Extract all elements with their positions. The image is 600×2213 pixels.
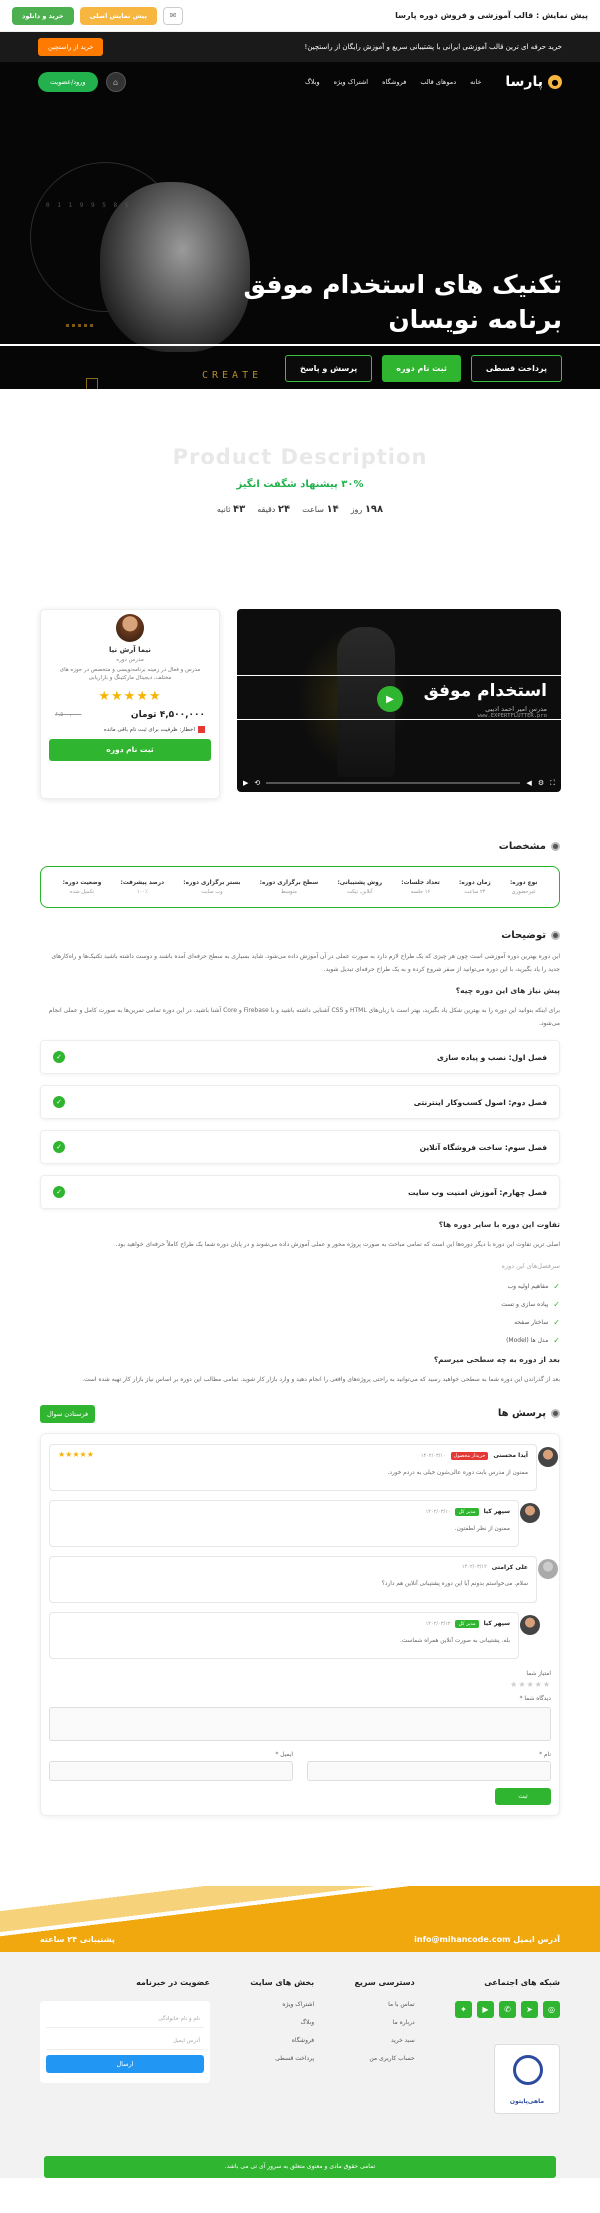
spec-item: روش پشتیبانی: آنلاین، تیکت [337, 879, 383, 895]
newsletter-name-input[interactable]: نام و نام خانوادگی [46, 2011, 204, 2028]
specs-box [40, 866, 560, 908]
price: ۴,۵۰۰,۰۰۰ تومان [130, 709, 205, 720]
newsletter-email-input[interactable]: آدرس ایمیل [46, 2033, 204, 2050]
play-control-icon[interactable]: ▶ [243, 779, 249, 787]
chapter-item[interactable]: فصل اول: نصب و پیاده سازی ✓ [40, 1040, 560, 1074]
teacher-role: مدرس دوره [116, 657, 144, 663]
nav-item-home[interactable]: خانه [470, 78, 482, 86]
footer-support: پشتیبانی ۲۴ ساعته [40, 1934, 115, 1944]
reply-item: سپهر کیا مدیر کل ۱۴۰۲/۰۳/۱۰ ممنون از نظر لطفتون. [49, 1500, 519, 1547]
list-item: ✓ پیاده سازی و تست [501, 1299, 560, 1309]
spec-item: بستر برگزاری دوره: وب سایت [183, 879, 241, 895]
topics-list [40, 1282, 560, 1345]
cart-icon[interactable]: ⌂ [106, 72, 126, 92]
chapter-item[interactable]: فصل چهارم: آموزش امنیت وب سایت ✓ [40, 1175, 560, 1209]
telegram-icon[interactable]: ➤ [521, 2001, 538, 2018]
announcement-text: خرید حرفه ای ترین قالب آموزشی ایرانی با پشتیبانی سریع و آموزش رایگان از راستچین! [304, 43, 562, 51]
topics-heading: سرفصل‌های این دوره [501, 1261, 560, 1270]
footer [0, 1952, 600, 2178]
newsletter: عضویت در خبرنامه نام و نام خانوادگی آدرس ایمیل ارسال [40, 1978, 210, 2152]
nav-item-shop[interactable]: فروشگاه [382, 78, 407, 86]
submit-comment-button[interactable]: ثبت [495, 1788, 551, 1805]
footer-quick-links: دسترسی سریع تماس با ما درباره ما سبد خرید حساب کاربری من [354, 1977, 415, 2062]
rating-label: امتیاز شما [526, 1670, 551, 1677]
installment-button[interactable]: پرداخت قسطی [471, 355, 562, 382]
rating-stars: ★★★★★ [98, 688, 162, 704]
spec-item: زمان دوره: ۲۴ ساعت [459, 879, 491, 895]
check-icon: ✓ [53, 1141, 65, 1153]
teacher-bio: مدرس و فعال در زمینه برنامه‌نویسی و متخصص در حوزه های مختلف، دیجیتال مارکتینگ و بازاریابی [59, 667, 201, 682]
video-title: استخدام موفق [423, 681, 547, 701]
teacher-card [40, 609, 220, 799]
countdown-days: ۱۹۸ روز [350, 504, 384, 515]
comment-textarea[interactable] [49, 1707, 551, 1741]
check-icon: ✓ [553, 1317, 560, 1327]
nav-item-demos[interactable]: دموهای قالب [420, 78, 457, 86]
description-paragraph: این دوره بهترین دوره آموزشی است چون هر چیزی که یک طراح لازم دارد به صورت عملی در آن آموزش داده می‌شود. شاید بسیاری به سطح حرفه‌ای آمده باشند و دوست داشته باشید تکنیک‌ها و راه‌کارهای جدید را یاد بگیرید، با این دوره می‌توانید از صفر شروع کرده و به یک طراح حرفه‌ای تبدیل شوید. [51, 953, 560, 973]
video-subtitle: مدرس امیر احمد ادیبی [485, 705, 547, 713]
qa-title: پرسش ها [497, 1408, 546, 1420]
footer-banner [0, 1886, 600, 1952]
play-icon[interactable]: ▶ [377, 686, 403, 712]
main-nav [0, 62, 600, 102]
check-icon: ✓ [553, 1299, 560, 1309]
qa-box [40, 1433, 560, 1816]
nav-item-blog[interactable]: وبلاگ [304, 78, 320, 86]
main-preview-button[interactable]: پیش نمایش اصلی [80, 7, 157, 25]
qa-header [40, 1405, 560, 1423]
preview-title: پیش نمایش : قالب آموزشی و فروش دوره پارسا [395, 11, 588, 20]
difference-paragraph: اصلی ترین تفاوت این دوره با دیگر دوره‌ها این است که تمامی مباحث به صورت پروژه محور و عملی آموزش داده می‌شوند و در پایان دوره شما یک طراح کاملاً حرفه‌ای خواهید بود. [115, 1241, 560, 1249]
list-item: ✓ مدل ها (Model) [506, 1335, 560, 1345]
newsletter-send-button[interactable]: ارسال [46, 2055, 204, 2073]
brand-logo[interactable] [505, 74, 562, 90]
settings-icon[interactable]: ⚙ [537, 779, 545, 787]
footer-link[interactable]: حساب کاربری من [369, 2054, 415, 2062]
video-url: www.EXPERTFLUTTER.pro [477, 713, 547, 719]
instagram-icon[interactable]: ◎ [543, 2001, 560, 2018]
spec-item: نوع دوره: غیرحضوری [509, 879, 538, 895]
footer-social [455, 1978, 560, 2152]
chapter-item[interactable]: فصل سوم: ساخت فروشگاه آنلاین ✓ [40, 1130, 560, 1164]
hero-code-text: $ 8 5 9 9 1 1 0 [46, 202, 131, 209]
copyright-bar: تمامی حقوق مادی و معنوی متعلق به سرور آی تی می باشد. [44, 2156, 556, 2178]
course-title: تکنیک های استخدام موفق برنامه نویسان [243, 270, 562, 334]
twitter-icon[interactable]: ✦ [455, 2001, 472, 2018]
hero-divider [0, 344, 600, 346]
buy-rtl-button[interactable]: خرید از راستچین [38, 38, 103, 56]
specs-title: مشخصات [498, 841, 546, 852]
capacity-note: اخطار: ظرفیت برای ثبت نام باقی مانده [41, 726, 219, 733]
footer-link[interactable]: درباره ما [392, 2018, 415, 2026]
login-register-button[interactable]: ورود/عضویت [38, 72, 98, 92]
status-badge: خریدار محصول [451, 1452, 489, 1460]
register-course-button[interactable]: ثبت نام دوره [382, 355, 461, 382]
footer-email[interactable]: آدرس ایمیل info@mihancode.com [414, 1934, 560, 1944]
spec-item: وضعیت دوره: تکمیل شده [62, 879, 102, 895]
rating-stars: ★★★★★ [58, 1449, 94, 1459]
chapter-item[interactable]: فصل دوم: اصول کسب‌وکار اینترنتی ✓ [40, 1085, 560, 1119]
announcement-bar [0, 32, 600, 62]
footer-site-sections: بخش های سایت اشتراک ویژه وبلاگ فروشگاه پرداخت قسطی [250, 1977, 315, 2062]
avatar [116, 614, 144, 642]
chapters-accordion [40, 1040, 560, 1209]
name-input[interactable] [307, 1761, 551, 1781]
avatar [538, 1559, 558, 1579]
status-badge: مدیر کل [455, 1508, 478, 1516]
comment-item: علی کرامتی ۱۴۰۲/۰۳/۱۲ سلام. می‌خواستم بدونم آیا این دوره پشتیبانی آنلاین هم دارد؟ [49, 1556, 537, 1603]
name-label: نام * [539, 1751, 551, 1758]
spec-item: تعداد جلسات: ۱۶ جلسه [401, 879, 440, 895]
footer-link[interactable]: تماس با ما [388, 2000, 415, 2008]
specs-section [0, 841, 600, 908]
hud-square [86, 378, 98, 389]
comment-form [49, 1671, 551, 1805]
course-video[interactable] [237, 609, 561, 792]
reply-item: سپهر کیا مدیر کل ۱۴۰۲/۰۳/۱۲ بله. پشتیبانی به صورت آنلاین همراه شماست. [49, 1612, 519, 1659]
check-icon: ✓ [553, 1281, 560, 1291]
footer-link[interactable]: فروشگاه [291, 2036, 315, 2044]
prereq-paragraph: برای اینکه بتوانید این دوره را به بهترین شکل یاد بگیرید، بهتر است با زبان‌های HTML و CSS آشنایی داشته باشید و با Firebase و Core آشنا باشید. در این دوره تمامی تمرین‌ها به صورت کامل و عملی انجام می‌شود. [48, 1007, 560, 1027]
ghost-heading: Product Description [172, 445, 428, 469]
progress-bar[interactable] [266, 782, 520, 784]
social-title: شبکه های اجتماعی [484, 1977, 560, 1987]
warning-icon [198, 726, 205, 733]
after-heading: بعد از دوره به چه سطحی میرسم؟ [433, 1354, 560, 1364]
hero-create-text: CREATE [202, 370, 263, 381]
logo-icon: ● [548, 75, 562, 89]
status-badge: مدیر کل [455, 1620, 478, 1628]
spec-item: درصد پیشرفت: ۱۰۰٪ [120, 879, 165, 895]
whatsapp-icon[interactable]: ✆ [499, 2001, 516, 2018]
ask-question-button[interactable]: فرستادن سوال [40, 1405, 95, 1423]
video-controls [237, 774, 561, 792]
footer-link[interactable]: سبد خرید [390, 2036, 415, 2044]
comment-icon[interactable]: ✉ [163, 7, 183, 25]
trust-badge[interactable]: ماهی‌پایتون [494, 2044, 560, 2114]
price-row [41, 710, 219, 720]
old-price: ۶,۵۰۰,۰۰۰ [55, 711, 82, 718]
email-input[interactable] [49, 1761, 293, 1781]
description-section [0, 930, 600, 1816]
volume-icon[interactable]: ◀ [526, 779, 532, 787]
rewind-icon[interactable]: ⟲ [254, 779, 261, 787]
teacher-name: نیما آرش نیا [109, 646, 151, 654]
countdown-minutes: ۲۴ دقیقه [257, 504, 291, 515]
hero [0, 62, 600, 389]
avatar [520, 1503, 540, 1523]
description-title: توضیحات [501, 930, 546, 941]
check-icon: ✓ [53, 1096, 65, 1108]
check-icon: ✓ [53, 1186, 65, 1198]
footer-link[interactable]: اشتراک ویژه [282, 2000, 315, 2008]
bullet-icon [551, 931, 560, 940]
hud-dots [66, 324, 93, 327]
avatar [520, 1615, 540, 1635]
footer-link[interactable]: وبلاگ [300, 2018, 315, 2026]
prereq-heading: پیش نیاز های این دوره چیه؟ [455, 986, 560, 996]
list-item: ✓ مفاهیم اولیه وب [507, 1281, 560, 1291]
bullet-icon [551, 1409, 560, 1418]
bullet-icon [551, 842, 560, 851]
rating-input[interactable]: ★★★★★ [510, 1679, 551, 1689]
avatar [538, 1447, 558, 1467]
countdown-seconds: ۴۳ ثانیه [216, 504, 246, 515]
email-label: ایمیل * [275, 1751, 293, 1758]
brand-name: پارسا [505, 74, 543, 90]
register-button[interactable]: ثبت نام دوره [49, 739, 211, 761]
list-item: ✓ ساختار صفحه [514, 1317, 560, 1327]
qa-button[interactable]: پرسش و پاسخ [285, 355, 372, 382]
comment-label: دیدگاه شما * [519, 1695, 551, 1702]
difference-heading: تفاوت این دوره با سایر دوره ها؟ [438, 1220, 560, 1230]
after-paragraph: بعد از گذراندن این دوره شما به سطحی خواهید رسید که می‌توانید به راحتی پروژه‌های واقعی را انجام دهید و وارد بازار کار شوید. تمامی مطالب این دوره بر اساس نیاز بازار کار تهیه شده است. [82, 1375, 560, 1383]
spec-item: سطح برگزاری دوره: متوسط [259, 879, 319, 895]
fullscreen-icon[interactable]: ⛶ [550, 778, 555, 787]
youtube-icon[interactable]: ▶ [477, 2001, 494, 2018]
preview-topbar [0, 0, 600, 32]
nav-item-premium[interactable]: اشتراک ویژه [333, 78, 369, 86]
footer-link[interactable]: پرداخت قسطی [275, 2054, 315, 2062]
comment-item: آیدا محسنی خریدار محصول ۱۴۰۲/۰۳/۱۰ ممنون از مدرس بابت دوره عالی‌شون خیلی به دردم خورد. ★★★★★ [49, 1444, 537, 1491]
check-icon: ✓ [553, 1335, 560, 1345]
discount-offer: ۳۰% پیشنهاد شگفت انگیز [236, 479, 364, 490]
countdown-hours: ۱۴ ساعت [302, 504, 339, 515]
course-overview [0, 609, 600, 823]
check-icon: ✓ [53, 1051, 65, 1063]
buy-download-button[interactable]: خرید و دانلود [12, 7, 74, 25]
countdown [0, 504, 600, 515]
product-description [0, 389, 600, 633]
